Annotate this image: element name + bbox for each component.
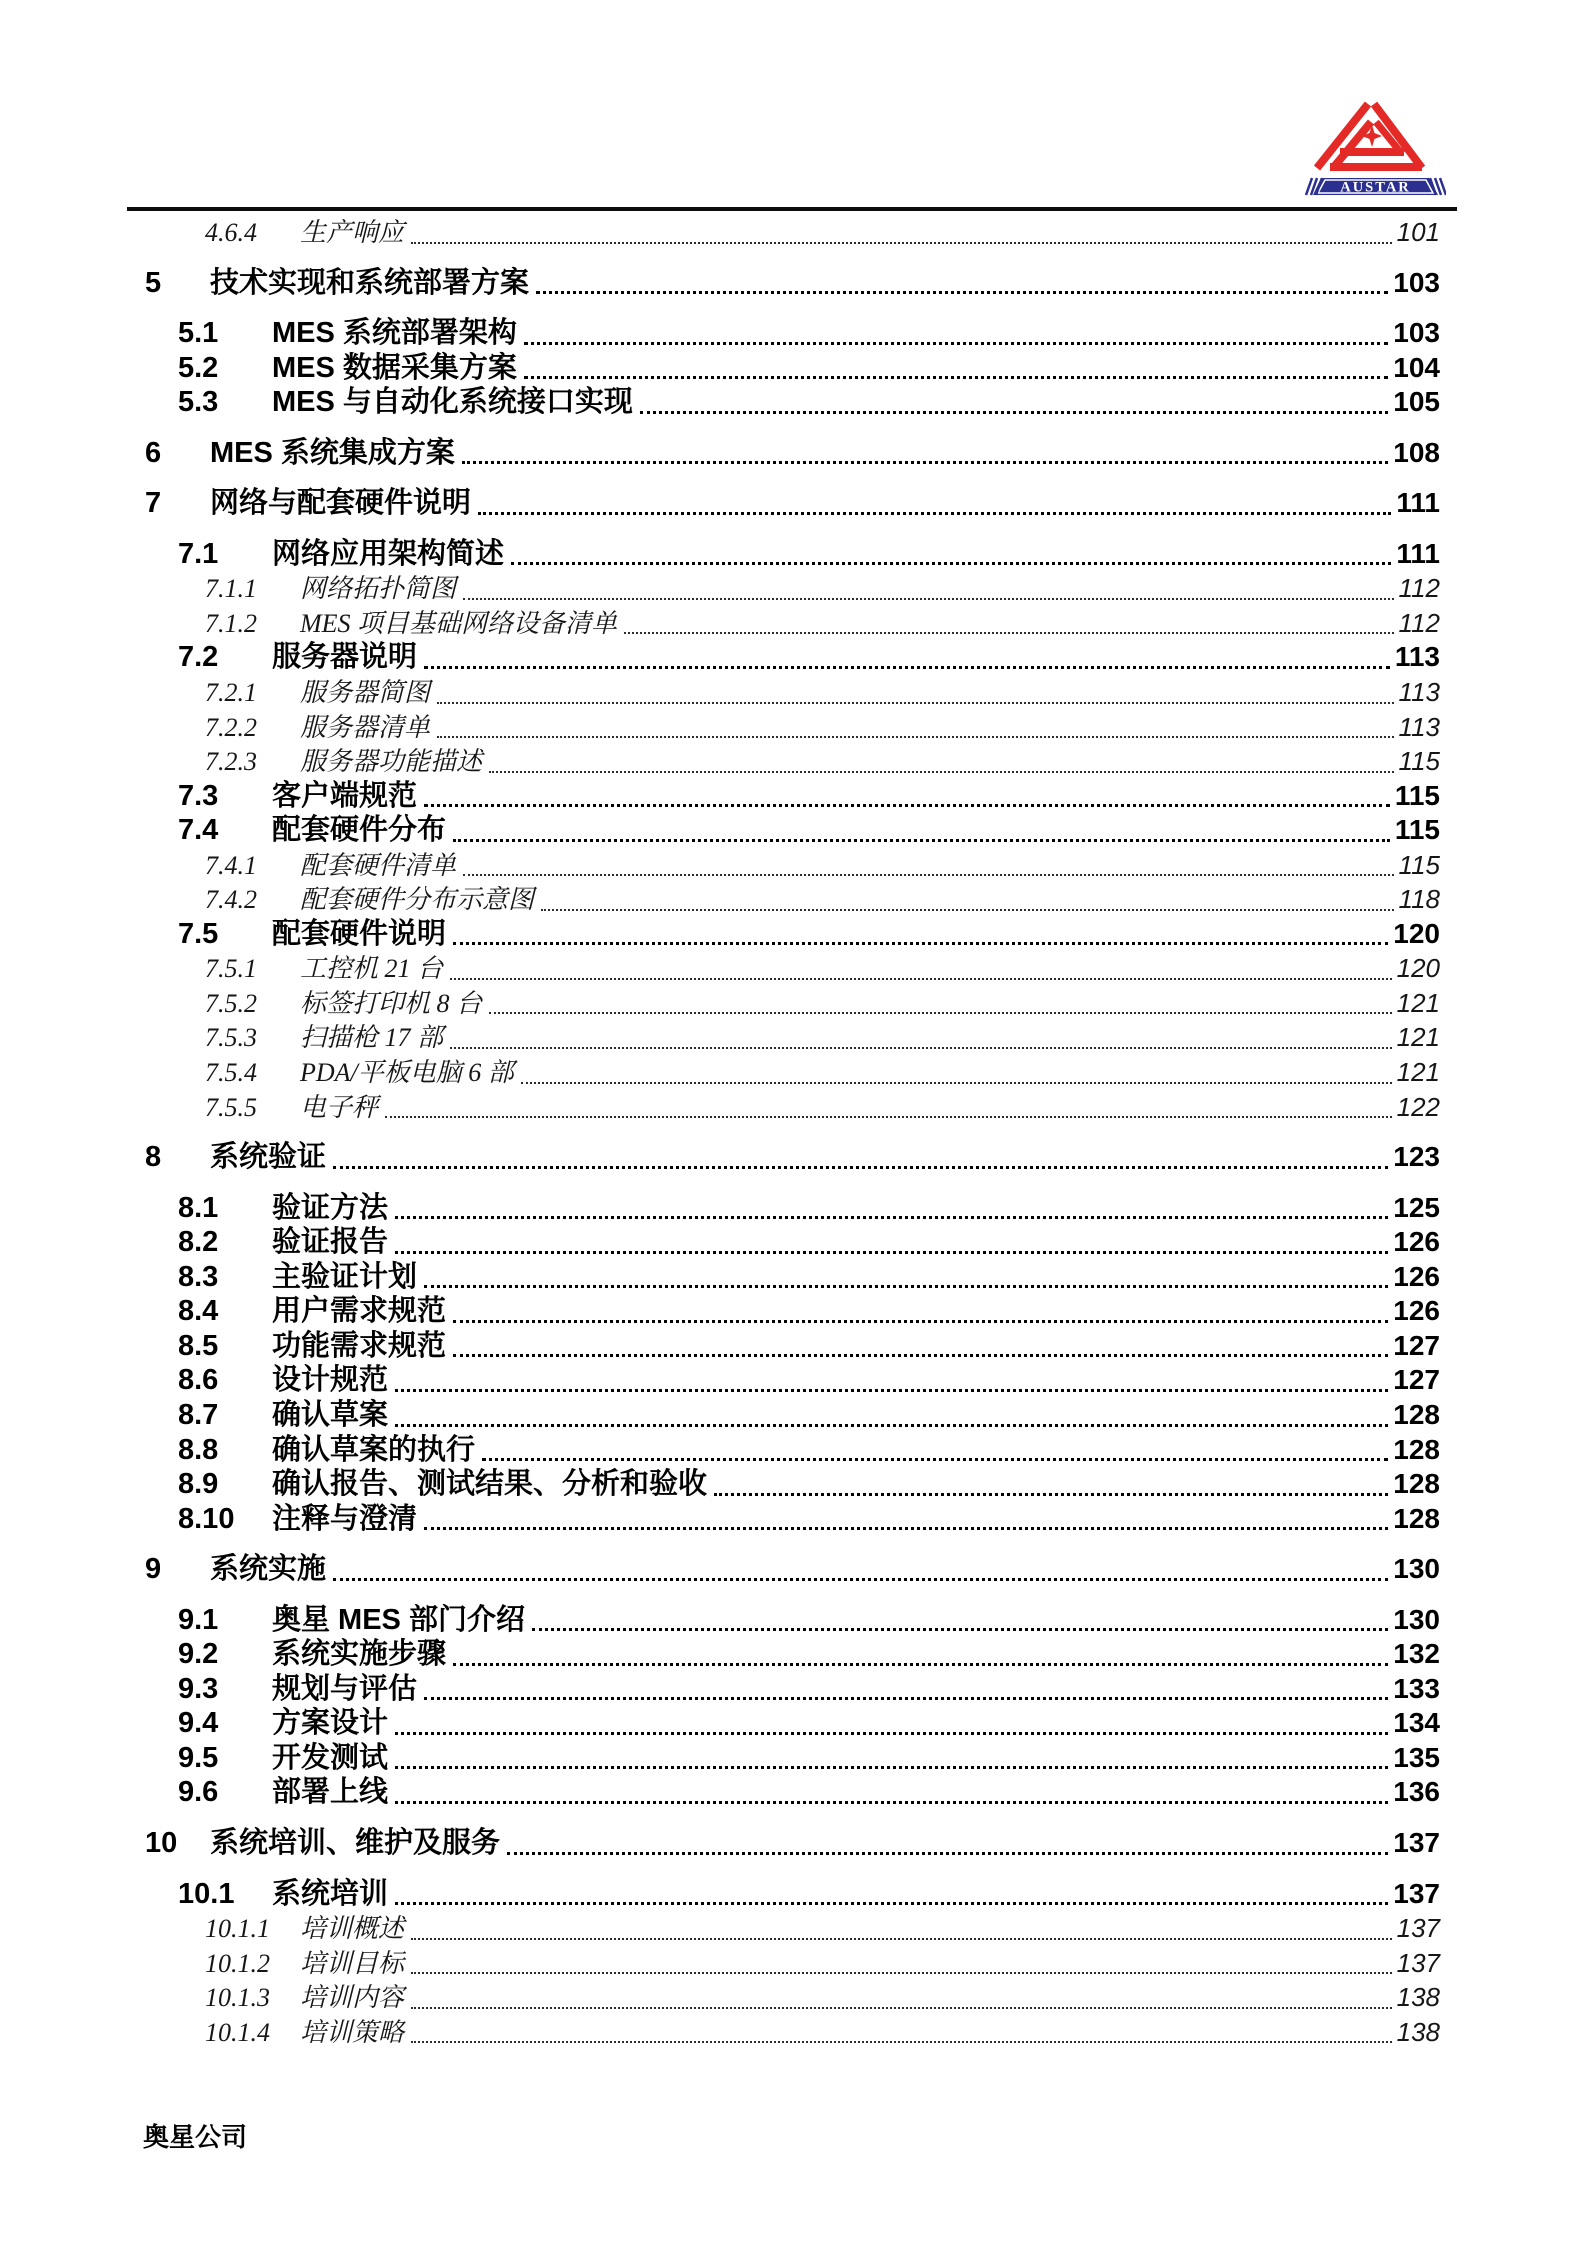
entry-page: 113 [1394,641,1440,673]
entry-title: 确认草案 [272,1398,389,1431]
toc-entry[interactable] [0,813,1440,848]
toc-entry[interactable] [0,1363,1440,1398]
entry-title: 确认报告、测试结果、分析和验收 [272,1468,708,1501]
entry-number: 10.1.2 [205,1948,270,1978]
dot-leader [453,942,1388,945]
entry-title: 生产响应 [300,218,405,247]
entry-title: 网络应用架构简述 [272,537,505,570]
entry-page: 126 [1393,1260,1440,1292]
entry-title: 工控机 21 台 [300,954,444,984]
entry-number: 7.5.2 [205,988,257,1018]
toc-entry[interactable] [0,1946,1440,1981]
toc-entry[interactable] [0,1980,1440,2015]
dot-leader [395,1251,1388,1254]
entry-number: 7.3 [178,779,219,812]
entry-number: 7.2.2 [205,712,257,742]
toc-entry[interactable] [0,1672,1440,1707]
dot-leader [624,632,1394,634]
entry-number: 8.8 [178,1433,219,1466]
entry-page: 135 [1393,1741,1440,1773]
entry-number: 10.1.1 [205,1914,270,1944]
entry-page: 112 [1398,573,1440,604]
entry-page: 126 [1393,1226,1440,1258]
dot-leader [424,666,1390,669]
toc-entry[interactable] [0,1398,1440,1433]
entry-page: 113 [1398,677,1440,708]
toc-entry[interactable] [0,1603,1440,1638]
entry-title: 系统实施 [210,1553,327,1586]
entry-page: 103 [1393,266,1440,298]
toc-entry[interactable] [0,675,1440,710]
dot-leader [424,804,1390,807]
toc-entry[interactable] [0,640,1440,675]
entry-title: 奥星 MES 部门介绍 [272,1603,525,1636]
dot-leader [532,1628,1388,1631]
entry-page: 111 [1396,487,1440,519]
entry-title: 用户需求规范 [272,1295,447,1328]
entry-page: 136 [1393,1776,1440,1808]
dot-leader [333,1166,1388,1169]
entry-title: MES 系统集成方案 [210,436,455,469]
entry-page: 115 [1394,814,1440,846]
austar-logo-icon [1296,98,1446,198]
dot-leader [411,1972,1392,1974]
entry-number: 7.5.4 [205,1058,257,1088]
dot-leader [536,291,1388,294]
toc-entry[interactable] [0,1911,1440,1946]
entry-title: 验证报告 [272,1226,389,1259]
entry-number: 7.1 [178,537,219,570]
entry-number: 9.4 [178,1707,219,1740]
entry-page: 111 [1396,537,1440,569]
entry-number: 8.6 [178,1364,219,1397]
dot-leader [395,1216,1388,1219]
toc-entry[interactable] [0,1433,1440,1468]
entry-number: 8.1 [178,1191,219,1224]
entry-title: 设计规范 [272,1364,389,1397]
toc-entry[interactable] [0,1140,1440,1175]
entry-page: 104 [1393,351,1440,383]
entry-title: 系统培训 [272,1877,389,1910]
entry-number: 10.1.3 [205,1983,270,2013]
dot-leader [511,562,1391,565]
toc-entry[interactable] [0,385,1440,420]
toc-entry[interactable] [0,1225,1440,1260]
entry-title: 扫描枪 17 部 [300,1023,444,1053]
entry-title: 系统培训、维护及服务 [210,1826,501,1859]
dot-leader [333,1578,1388,1581]
entry-page: 101 [1396,217,1440,247]
dot-leader [463,598,1394,600]
dot-leader [453,1320,1388,1323]
entry-number: 7.5.1 [205,954,257,984]
dot-leader [424,1527,1388,1530]
toc-entry[interactable] [0,1020,1440,1055]
entry-number: 7.4.2 [205,885,257,915]
dot-leader [395,1801,1388,1804]
entry-number: 8.9 [178,1468,219,1501]
entry-title: 标签打印机 8 台 [300,988,483,1018]
toc-entry[interactable] [0,882,1440,917]
entry-page: 128 [1393,1502,1440,1534]
entry-title: 培训策略 [300,2017,405,2047]
entry-number: 8.3 [178,1260,219,1293]
dot-leader [524,376,1388,379]
entry-title: 主验证计划 [272,1260,418,1293]
dot-leader [489,1012,1392,1014]
dot-leader [489,771,1394,773]
dot-leader [411,2041,1392,2043]
entry-page: 133 [1393,1672,1440,1704]
dot-leader [453,839,1390,842]
entry-number: 9.3 [178,1672,219,1705]
dot-leader [395,1766,1388,1769]
entry-number: 5.1 [178,317,219,350]
dot-leader [411,2007,1392,2009]
entry-number: 8 [145,1141,162,1174]
header-rule [127,207,1457,211]
entry-page: 130 [1393,1553,1440,1585]
entry-title: 服务器说明 [272,641,418,674]
entry-title: MES 系统部署架构 [272,317,517,350]
dot-leader [424,1697,1388,1700]
toc-entry[interactable] [0,1294,1440,1329]
dot-leader [524,342,1388,345]
toc-entry[interactable] [0,215,1440,250]
entry-page: 118 [1398,884,1440,915]
entry-title: 确认草案的执行 [272,1433,476,1466]
entry-page: 120 [1393,917,1440,949]
dot-leader [478,512,1391,515]
entry-page: 126 [1393,1295,1440,1327]
entry-page: 125 [1393,1191,1440,1223]
entry-page: 134 [1393,1707,1440,1739]
entry-page: 115 [1394,779,1440,811]
entry-page: 103 [1393,317,1440,349]
entry-page: 127 [1393,1329,1440,1361]
toc-entry[interactable] [0,436,1440,471]
dot-leader [640,411,1388,414]
entry-page: 128 [1393,1433,1440,1465]
entry-number: 10.1.4 [205,2017,270,2047]
toc-entry[interactable] [0,1090,1440,1125]
toc-entry[interactable] [0,779,1440,814]
toc-entry[interactable] [0,351,1440,386]
entry-number: 7.4.1 [205,850,257,880]
toc-entry[interactable] [0,1467,1440,1502]
entry-page: 128 [1393,1468,1440,1500]
dot-leader [453,1354,1388,1357]
toc-entry[interactable] [0,316,1440,351]
entry-title: 培训概述 [300,1914,405,1944]
entry-number: 7.4 [178,814,219,847]
entry-number: 7.1.1 [205,574,257,604]
toc-entry[interactable] [0,606,1440,641]
entry-number: 7.2.3 [205,747,257,777]
entry-page: 105 [1393,386,1440,418]
dot-leader [541,909,1394,911]
dot-leader [521,1082,1392,1084]
entry-page: 121 [1396,1022,1440,1053]
dot-leader [463,874,1394,876]
toc-entry[interactable] [0,2015,1440,2050]
entry-page: 137 [1393,1826,1440,1858]
entry-page: 123 [1393,1141,1440,1173]
entry-title: 功能需求规范 [272,1329,447,1362]
entry-number: 7.5.3 [205,1023,257,1053]
entry-number: 9.2 [178,1638,219,1671]
entry-title: 技术实现和系统部署方案 [210,266,530,299]
entry-number: 7.1.2 [205,608,257,638]
entry-title: MES 项目基础网络设备清单 [300,608,618,638]
entry-title: 系统验证 [210,1141,327,1174]
toc-entry[interactable] [0,951,1440,986]
dot-leader [507,1852,1388,1855]
toc-entry[interactable] [0,1775,1440,1810]
entry-number: 8.7 [178,1398,219,1431]
entry-number: 8.2 [178,1226,219,1259]
entry-title: MES 与自动化系统接口实现 [272,386,633,419]
entry-title: 部署上线 [272,1776,389,1809]
toc-entry[interactable] [0,1552,1440,1587]
toc-entry[interactable] [0,571,1440,606]
entry-page: 127 [1393,1364,1440,1396]
entry-number: 5.2 [178,351,219,384]
entry-page: 128 [1393,1398,1440,1430]
entry-page: 108 [1393,436,1440,468]
entry-title: 服务器简图 [300,678,431,708]
entry-page: 121 [1396,1057,1440,1088]
entry-title: 配套硬件清单 [300,850,457,880]
entry-number: 5.3 [178,386,219,419]
dot-leader [450,1047,1392,1049]
entry-number: 6 [145,436,162,469]
dot-leader [437,702,1394,704]
entry-page: 137 [1393,1877,1440,1909]
entry-page: 115 [1398,746,1440,777]
entry-page: 130 [1393,1603,1440,1635]
toc-entry[interactable] [0,266,1440,301]
toc-entry[interactable] [0,710,1440,745]
toc-entry[interactable] [0,1706,1440,1741]
toc-entry[interactable] [0,986,1440,1021]
dot-leader [462,461,1388,464]
toc-entry[interactable] [0,1260,1440,1295]
dot-leader [395,1902,1388,1905]
entry-title: 服务器功能描述 [300,747,483,777]
entry-title: PDA/平板电脑 6 部 [300,1058,514,1088]
entry-number: 8.4 [178,1295,219,1328]
entry-title: 网络拓扑简图 [300,574,457,604]
entry-number: 9.5 [178,1741,219,1774]
dot-leader [453,1663,1388,1666]
entry-title: 网络与配套硬件说明 [210,487,472,520]
toc-entry[interactable] [0,1191,1440,1226]
entry-page: 113 [1398,711,1440,742]
entry-page: 137 [1396,1913,1440,1944]
entry-title: MES 数据采集方案 [272,351,517,384]
entry-title: 客户端规范 [272,779,418,812]
dot-leader [395,1732,1388,1735]
entry-number: 5 [145,266,162,299]
entry-page: 138 [1396,1982,1440,2013]
entry-page: 115 [1398,849,1440,880]
entry-number: 10 [145,1826,178,1859]
entry-number: 8.10 [178,1502,235,1535]
toc-entry[interactable] [0,486,1440,521]
toc-entry[interactable] [0,1637,1440,1672]
entry-title: 配套硬件分布 [272,814,447,847]
toc-entry[interactable] [0,917,1440,952]
entry-number: 9.1 [178,1603,219,1636]
toc-entry[interactable] [0,1055,1440,1090]
entry-number: 7.2 [178,641,219,674]
dot-leader [714,1493,1388,1496]
entry-title: 验证方法 [272,1191,389,1224]
entry-title: 培训目标 [300,1948,405,1978]
entry-title: 规划与评估 [272,1672,418,1705]
entry-page: 138 [1396,2016,1440,2047]
entry-number: 9 [145,1553,162,1586]
entry-title: 方案设计 [272,1707,389,1740]
logo-text: AUSTAR [1340,179,1411,196]
footer-company-name: 奥星公司 [143,2122,248,2152]
toc-entry[interactable] [0,1741,1440,1776]
toc-entry[interactable] [0,1502,1440,1537]
entry-title: 配套硬件分布示意图 [300,885,535,915]
entry-number: 4.6.4 [205,218,257,247]
entry-page: 122 [1396,1091,1440,1122]
entry-page: 137 [1396,1947,1440,1978]
dot-leader [411,1938,1392,1940]
dot-leader [395,1424,1388,1427]
toc-entry[interactable] [0,848,1440,883]
entry-page: 112 [1398,607,1440,638]
toc-list [0,215,1440,2049]
toc-entry[interactable] [0,1826,1440,1861]
dot-leader [424,1285,1388,1288]
toc-entry[interactable] [0,744,1440,779]
entry-title: 系统实施步骤 [272,1638,447,1671]
dot-leader [385,1116,1392,1118]
entry-title: 注释与澄清 [272,1502,418,1535]
entry-number: 9.6 [178,1776,219,1809]
entry-title: 服务器清单 [300,712,431,742]
entry-number: 7.5 [178,917,219,950]
dot-leader [450,978,1392,980]
toc-entry[interactable] [0,537,1440,572]
entry-number: 7 [145,487,162,520]
entry-page: 121 [1396,987,1440,1018]
entry-page: 132 [1393,1638,1440,1670]
dot-leader [411,242,1392,244]
entry-title: 培训内容 [300,1983,405,2013]
entry-title: 电子秤 [300,1092,379,1122]
toc-entry[interactable] [0,1329,1440,1364]
entry-number: 7.5.5 [205,1092,257,1122]
entry-number: 7.2.1 [205,678,257,708]
entry-page: 120 [1396,953,1440,984]
entry-title: 配套硬件说明 [272,917,447,950]
dot-leader [395,1389,1388,1392]
dot-leader [437,736,1394,738]
entry-title: 开发测试 [272,1741,389,1774]
entry-number: 8.5 [178,1329,219,1362]
toc-entry[interactable] [0,1877,1440,1912]
dot-leader [482,1458,1388,1461]
entry-number: 10.1 [178,1877,235,1910]
